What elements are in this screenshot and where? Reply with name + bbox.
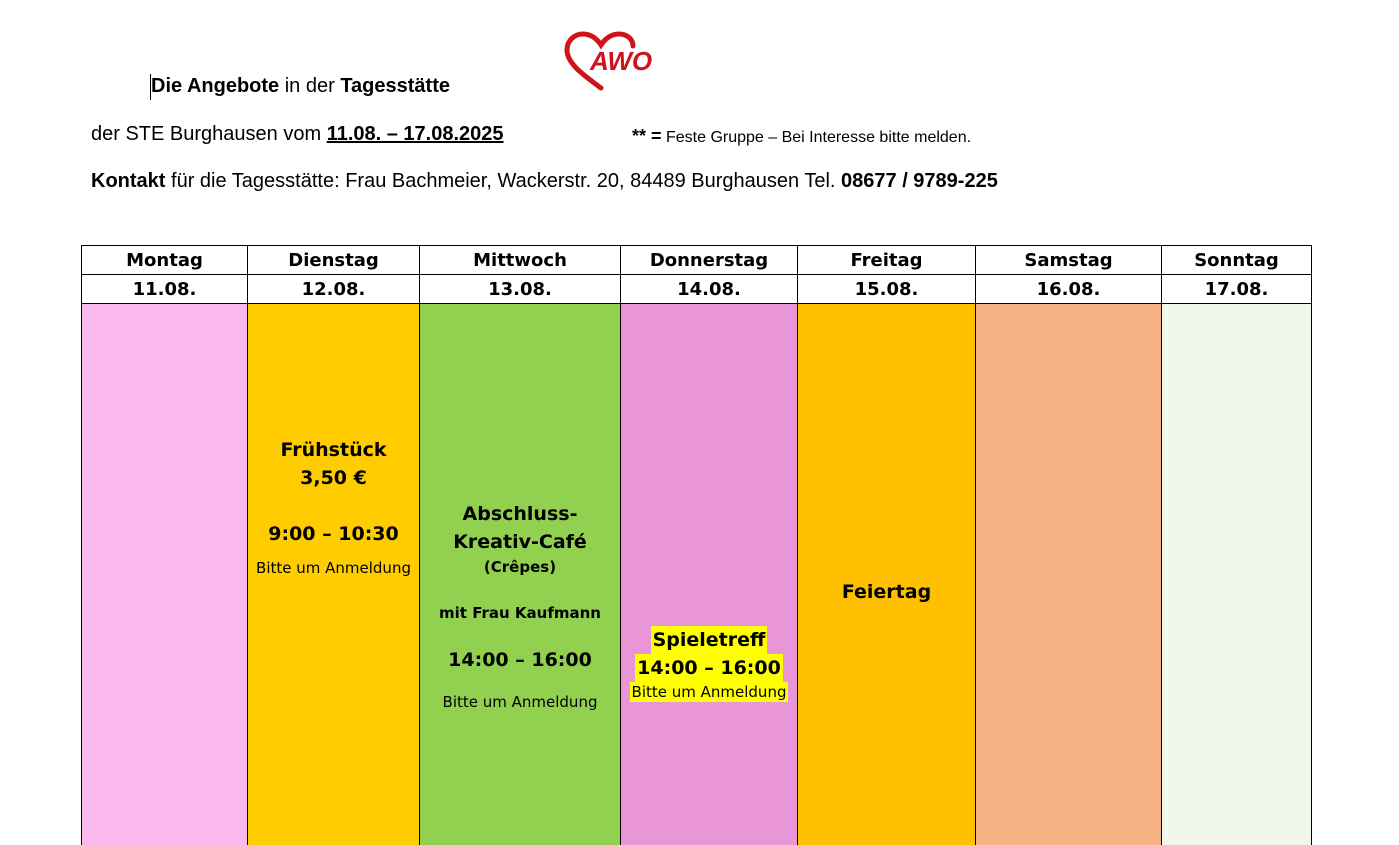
day-name-dienstag: Dienstag — [248, 246, 420, 275]
day-name-row — [82, 246, 1312, 275]
event-title-2: Kreativ-Café — [420, 528, 620, 556]
event-note: Bitte um Anmeldung — [420, 692, 620, 712]
cell-sonntag — [1162, 304, 1312, 845]
day-name-sonntag: Sonntag — [1162, 246, 1312, 275]
day-name-montag: Montag — [82, 246, 248, 275]
subheading-text: der STE Burghausen vom — [91, 123, 327, 145]
event-note: Bitte um Anmeldung — [248, 558, 419, 578]
event-spieletreff — [621, 626, 797, 702]
heading-text-1: in der — [279, 75, 340, 97]
date-sonntag: 17.08. — [1162, 275, 1312, 304]
group-note — [632, 126, 971, 147]
date-range: 11.08. – 17.08.2025 — [327, 123, 504, 145]
event-title-1: Abschluss- — [420, 500, 620, 528]
date-montag: 11.08. — [82, 275, 248, 304]
date-donnerstag: 14.08. — [621, 275, 798, 304]
day-name-freitag: Freitag — [798, 246, 976, 275]
contact-line — [91, 170, 998, 193]
contact-text: für die Tagesstätte: Frau Bachmeier, Wackerstr. 20, 84489 Burghausen Tel. — [165, 170, 841, 192]
date-row — [82, 275, 1312, 304]
event-price: 3,50 € — [248, 464, 419, 492]
date-dienstag: 12.08. — [248, 275, 420, 304]
event-kreativ-cafe — [420, 500, 620, 712]
cell-montag — [82, 304, 248, 845]
event-fruehstueck — [248, 436, 419, 578]
group-note-text: Feste Gruppe – Bei Interesse bitte melden. — [662, 129, 972, 146]
day-name-samstag: Samstag — [976, 246, 1162, 275]
event-time: 9:00 – 10:30 — [248, 520, 419, 548]
date-samstag: 16.08. — [976, 275, 1162, 304]
awo-logo — [563, 30, 659, 94]
event-title: Frühstück — [248, 436, 419, 464]
event-title: Spieletreff — [651, 626, 768, 654]
event-title: Feiertag — [798, 578, 975, 606]
subheading-line — [91, 123, 504, 146]
event-subtitle: (Crêpes) — [420, 556, 620, 578]
logo-text: AWO — [589, 46, 652, 76]
heading-bold-1: Die Angebote — [151, 75, 279, 97]
date-mittwoch: 13.08. — [420, 275, 621, 304]
day-name-donnerstag: Donnerstag — [621, 246, 798, 275]
event-host: mit Frau Kaufmann — [420, 602, 620, 624]
heading-line — [151, 75, 450, 98]
contact-label: Kontakt — [91, 170, 165, 192]
event-time: 14:00 – 16:00 — [420, 646, 620, 674]
event-note: Bitte um Anmeldung — [630, 682, 789, 702]
event-feiertag — [798, 578, 975, 606]
heading-bold-2: Tagesstätte — [340, 75, 450, 97]
cell-freitag — [798, 304, 976, 845]
events-row — [82, 304, 1312, 845]
contact-phone: 08677 / 9789-225 — [841, 170, 998, 192]
cell-dienstag — [248, 304, 420, 845]
day-name-mittwoch: Mittwoch — [420, 246, 621, 275]
week-schedule-table — [81, 245, 1312, 845]
event-time: 14:00 – 16:00 — [635, 654, 783, 682]
group-note-stars: ** = — [632, 126, 662, 146]
cell-mittwoch — [420, 304, 621, 845]
date-freitag: 15.08. — [798, 275, 976, 304]
cell-donnerstag — [621, 304, 798, 845]
cell-samstag — [976, 304, 1162, 845]
